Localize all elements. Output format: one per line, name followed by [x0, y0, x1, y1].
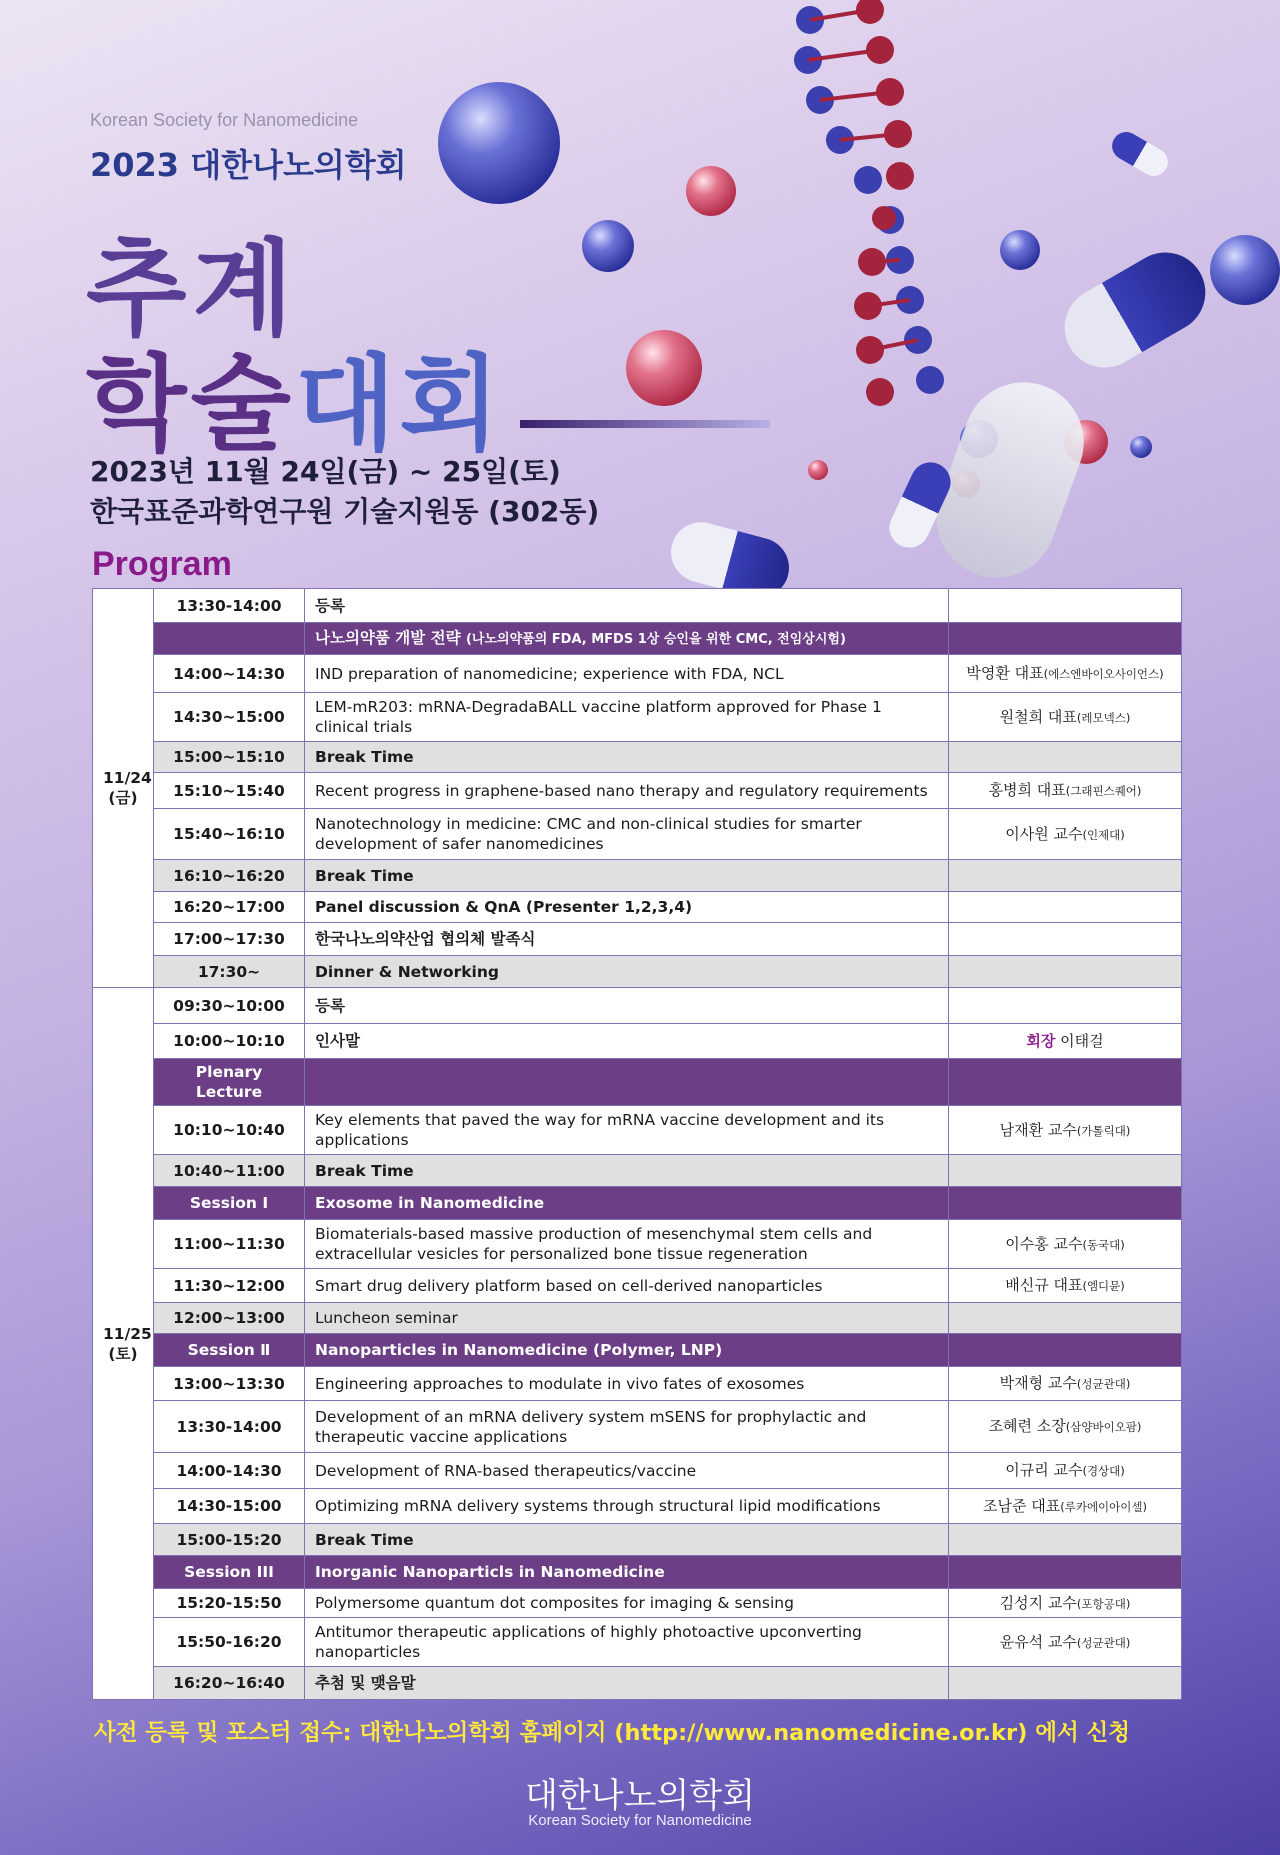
speaker-cell: [949, 1367, 1182, 1401]
title-cell: Polymersome quantum dot composites for imaging & sensing: [305, 1589, 949, 1618]
speaker-cell: [949, 1220, 1182, 1269]
time-cell: 11:30~12:00: [154, 1269, 305, 1303]
title-cell: Break Time: [305, 1155, 949, 1187]
speaker-cell: [949, 1269, 1182, 1303]
speaker-name: 원철희 대표: [999, 707, 1077, 726]
table-row: [93, 589, 1182, 623]
day-weekday: (금): [108, 789, 138, 807]
time-cell: 13:30-14:00: [154, 1401, 305, 1453]
title-cell: LEM-mR203: mRNA-DegradaBALL vaccine platform approved for Phase 1 clinical trials: [305, 693, 949, 742]
speaker-cell: [949, 988, 1182, 1024]
speaker-role: 회장: [1026, 1032, 1056, 1050]
event-year-title: 2023 대한나노의학회: [90, 146, 407, 184]
title-cell: Optimizing mRNA delivery systems through structural lipid modifications: [305, 1489, 949, 1524]
session-title: 나노의약품 개발 전략: [315, 628, 461, 647]
society-logo-english: Korean Society for Nanomedicine: [528, 1812, 752, 1829]
speaker-cell: [949, 693, 1182, 742]
speaker-name: 조남준 대표: [983, 1496, 1061, 1515]
speaker-cell: [949, 1618, 1182, 1667]
speaker-name: 박재형 교수: [999, 1374, 1077, 1392]
title-cell: Key elements that paved the way for mRNA vaccine development and its applications: [305, 1106, 949, 1155]
speaker-affiliation: (경상대): [1082, 1464, 1125, 1478]
title-cell: Smart drug delivery platform based on cell-derived nanoparticles: [305, 1269, 949, 1303]
time-cell: 17:30~: [154, 956, 305, 988]
time-cell: 14:30-15:00: [154, 1489, 305, 1524]
title-cell: Break Time: [305, 742, 949, 773]
title-cell: 인사말: [305, 1024, 949, 1059]
event-date: 2023년 11월 24일(금) ~ 25일(토): [90, 455, 561, 488]
speaker-name: 홍병희 대표: [988, 781, 1066, 799]
speaker-cell: [949, 1524, 1182, 1556]
org-name-english: Korean Society for Nanomedicine: [90, 110, 359, 130]
table-row: [93, 1334, 1182, 1367]
society-logo: 대한나노의학회: [525, 1776, 755, 1816]
speaker-cell: [949, 1334, 1182, 1367]
table-row: [93, 623, 1182, 655]
time-cell: 13:30-14:00: [154, 589, 305, 623]
table-row: [93, 1024, 1182, 1059]
speaker-cell: [949, 1187, 1182, 1220]
speaker-cell: [949, 589, 1182, 623]
title-cell: Biomaterials-based massive production of mesenchymal stem cells and extracellular vesicles for personalized bone tissue regeneration: [305, 1220, 949, 1269]
day-weekday: (토): [108, 1344, 138, 1363]
speaker-cell: [949, 1059, 1182, 1106]
table-row: [93, 923, 1182, 956]
table-row: [93, 1269, 1182, 1303]
table-row: [93, 693, 1182, 742]
table-row: [93, 742, 1182, 773]
time-cell: 15:40~16:10: [154, 809, 305, 860]
speaker-name: 윤유석 교수: [999, 1632, 1077, 1651]
event-title-part-a: 학술: [86, 343, 295, 465]
time-cell: 10:10~10:40: [154, 1106, 305, 1155]
speaker-affiliation: (루카에이아이셀): [1060, 1499, 1147, 1514]
session-title: Exosome in Nanomedicine: [305, 1187, 949, 1220]
session-label-cell: Session Ⅱ: [154, 1334, 305, 1367]
speaker-name: 이규리 교수: [1005, 1461, 1083, 1479]
title-cell: Luncheon seminar: [305, 1303, 949, 1334]
title-cell: Dinner & Networking: [305, 956, 949, 988]
speaker-name: 박영환 대표: [966, 664, 1044, 682]
title-underline: [520, 420, 770, 428]
time-cell: 14:30~15:00: [154, 693, 305, 742]
speaker-cell: [949, 1155, 1182, 1187]
speaker-cell: [949, 773, 1182, 809]
speaker-cell: [949, 742, 1182, 773]
time-cell: 15:00-15:20: [154, 1524, 305, 1556]
time-cell: 15:10~15:40: [154, 773, 305, 809]
speaker-name: 조혜련 소장: [988, 1417, 1066, 1435]
title-cell: Nanotechnology in medicine: CMC and non-clinical studies for smarter development of safer nanomedicines: [305, 809, 949, 860]
title-cell: Development of RNA-based therapeutics/vaccine: [305, 1453, 949, 1489]
table-row: [93, 1106, 1182, 1155]
time-cell: 10:40~11:00: [154, 1155, 305, 1187]
day-cell: [93, 988, 154, 1700]
day-date: 11/25: [103, 1324, 152, 1343]
program-heading: Program: [92, 545, 232, 583]
speaker-affiliation: (그래핀스퀘어): [1065, 784, 1142, 798]
speaker-affiliation: (성균관대): [1076, 1635, 1131, 1650]
speaker-cell: [949, 623, 1182, 655]
speaker-affiliation: (레모넥스): [1076, 710, 1131, 725]
time-cell: 12:00~13:00: [154, 1303, 305, 1334]
time-cell: 11:00~11:30: [154, 1220, 305, 1269]
speaker-cell: [949, 1401, 1182, 1453]
session-label-cell: Session III: [154, 1556, 305, 1589]
speaker-cell: [949, 1489, 1182, 1524]
day-cell: [93, 589, 154, 988]
table-row: [93, 1187, 1182, 1220]
session-label-cell: Plenary Lecture: [154, 1059, 305, 1106]
speaker-affiliation: (포항공대): [1076, 1596, 1131, 1611]
session-title: Nanoparticles in Nanomedicine (Polymer, LNP): [305, 1334, 949, 1367]
table-row: [93, 892, 1182, 923]
table-row: [93, 1453, 1182, 1489]
title-cell: Break Time: [305, 860, 949, 892]
speaker-affiliation: (가톨릭대): [1076, 1123, 1131, 1138]
title-cell: 등록: [305, 988, 949, 1024]
table-row: [93, 1155, 1182, 1187]
title-cell: Break Time: [305, 1524, 949, 1556]
session-note: (나노의약품의 FDA, MFDS 1상 승인을 위한 CMC, 전임상시험): [465, 631, 846, 647]
day-date: 11/24: [103, 769, 152, 787]
time-cell: 16:10~16:20: [154, 860, 305, 892]
time-cell: [154, 623, 305, 655]
title-cell: Recent progress in graphene-based nano therapy and regulatory requirements: [305, 773, 949, 809]
speaker-cell: [949, 956, 1182, 988]
speaker-affiliation: (에스엔바이오사이언스): [1043, 667, 1164, 681]
time-cell: 17:00~17:30: [154, 923, 305, 956]
time-cell: 14:00-14:30: [154, 1453, 305, 1489]
table-row: [93, 956, 1182, 988]
table-row: [93, 1667, 1182, 1700]
table-row: [93, 1367, 1182, 1401]
table-row: [93, 1220, 1182, 1269]
speaker-cell: [949, 923, 1182, 956]
speaker-cell: [949, 1303, 1182, 1334]
speaker-name: 이태걸: [1060, 1032, 1104, 1050]
time-cell: 16:20~16:40: [154, 1667, 305, 1700]
speaker-affiliation: (삼양바이오팜): [1065, 1420, 1142, 1434]
time-cell: 09:30~10:00: [154, 988, 305, 1024]
title-cell: 한국나노의약산업 협의체 발족식: [305, 923, 949, 956]
speaker-cell: [949, 809, 1182, 860]
table-row: [93, 773, 1182, 809]
title-cell: 등록: [305, 589, 949, 623]
speaker-cell: [949, 1453, 1182, 1489]
event-venue: 한국표준과학연구원 기술지원동 (302동): [90, 495, 600, 528]
speaker-cell: [949, 860, 1182, 892]
session-label-cell: Session Ⅰ: [154, 1187, 305, 1220]
table-row: [93, 1489, 1182, 1524]
time-cell: 15:00~15:10: [154, 742, 305, 773]
speaker-cell: [949, 1556, 1182, 1589]
title-cell: IND preparation of nanomedicine; experience with FDA, NCL: [305, 655, 949, 693]
table-row: [93, 1618, 1182, 1667]
registration-note: 사전 등록 및 포스터 접수: 대한나노의학회 홈페이지 (http://www.nanomedicine.or.kr) 에서 신청: [94, 1720, 1131, 1746]
speaker-cell: [949, 655, 1182, 693]
session-title: Inorganic Nanoparticls in Nanomedicine: [305, 1556, 949, 1589]
program-table: [92, 588, 1182, 1700]
speaker-cell: [949, 1024, 1182, 1059]
speaker-affiliation: (동국대): [1082, 1237, 1125, 1252]
time-cell: 16:20~17:00: [154, 892, 305, 923]
table-row: [93, 809, 1182, 860]
speaker-name: 김성지 교수: [999, 1593, 1077, 1612]
table-row: [93, 655, 1182, 693]
table-row: [93, 860, 1182, 892]
table-row: [93, 988, 1182, 1024]
speaker-name: 이사원 교수: [1005, 824, 1083, 843]
table-row: [93, 1059, 1182, 1106]
speaker-cell: [949, 1667, 1182, 1700]
time-cell: 15:20-15:50: [154, 1589, 305, 1618]
time-cell: 15:50-16:20: [154, 1618, 305, 1667]
event-title-part-b: 대회: [294, 343, 504, 465]
table-row: [93, 1303, 1182, 1334]
speaker-affiliation: (엠디뮨): [1082, 1279, 1125, 1293]
title-cell: [305, 1059, 949, 1106]
title-cell: Development of an mRNA delivery system mSENS for prophylactic and therapeutic vaccine applications: [305, 1401, 949, 1453]
title-cell: 추첨 및 맺음말: [305, 1667, 949, 1700]
table-row: [93, 1401, 1182, 1453]
speaker-cell: [949, 892, 1182, 923]
table-row: [93, 1524, 1182, 1556]
speaker-affiliation: (성균관대): [1076, 1377, 1131, 1391]
speaker-name: 남재환 교수: [999, 1120, 1077, 1139]
speaker-name: 이수홍 교수: [1005, 1234, 1083, 1253]
time-cell: 13:00~13:30: [154, 1367, 305, 1401]
title-cell: Engineering approaches to modulate in vivo fates of exosomes: [305, 1367, 949, 1401]
speaker-cell: [949, 1106, 1182, 1155]
title-cell: Panel discussion & QnA (Presenter 1,2,3,4): [305, 892, 949, 923]
speaker-name: 배신규 대표: [1005, 1276, 1083, 1294]
event-title-line2: [86, 320, 504, 470]
event-title-line1: 추계: [86, 228, 299, 350]
table-row: [93, 1556, 1182, 1589]
title-cell: [305, 623, 949, 655]
speaker-affiliation: (인제대): [1082, 827, 1125, 842]
time-cell: 14:00~14:30: [154, 655, 305, 693]
title-cell: Antitumor therapeutic applications of highly photoactive upconverting nanoparticles: [305, 1618, 949, 1667]
table-row: [93, 1589, 1182, 1618]
speaker-cell: [949, 1589, 1182, 1618]
time-cell: 10:00~10:10: [154, 1024, 305, 1059]
